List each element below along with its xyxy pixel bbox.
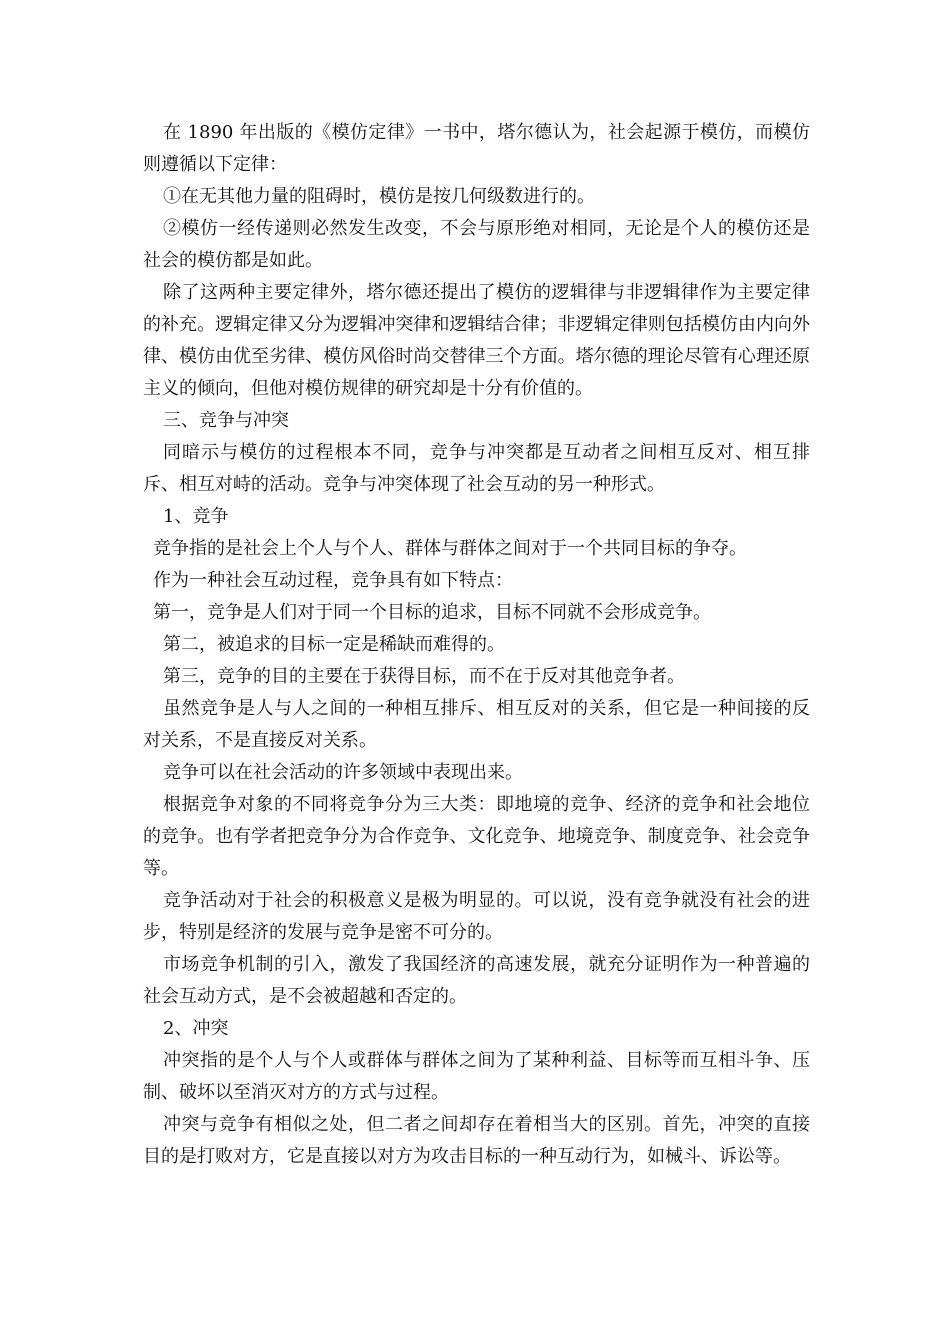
paragraph-market-competition: 市场竞争机制的引入，激发了我国经济的高速发展，就充分证明作为一种普遍的社会互动方式，是不会被超越和否定的。 bbox=[143, 954, 810, 1007]
paragraph-competition-types: 根据竞争对象的不同将竞争分为三大类：即地境的竞争、经济的竞争和社会地位的竞争。也有学者把竞争分为合作竞争、文化竞争、地境竞争、制度竞争、社会竞争等。 bbox=[143, 794, 810, 879]
paragraph-feature-three: 第三，竞争的目的主要在于获得目标，而不在于反对其他竞争者。 bbox=[163, 666, 685, 687]
paragraph-feature-two: 第二，被追求的目标一定是稀缺而难得的。 bbox=[163, 634, 505, 655]
subheading-conflict: 2、冲突 bbox=[163, 1018, 229, 1039]
section-heading-competition-conflict: 三、竞争与冲突 bbox=[163, 410, 289, 431]
paragraph-indirect-opposition: 虽然竞争是人与人之间的一种相互排斥、相互反对的关系，但它是一种间接的反对关系，不是直接反对关系。 bbox=[143, 698, 810, 751]
paragraph-law-one: ①在无其他力量的阻碍时，模仿是按几何级数进行的。 bbox=[163, 186, 595, 207]
paragraph-logical-laws: 除了这两种主要定律外，塔尔德还提出了模仿的逻辑律与非逻辑律作为主要定律的补充。逻辑定律又分为逻辑冲突律和逻辑结合律；非逻辑定律则包括模仿由内向外律、模仿由优至劣律、模仿风俗时尚交替律三个方面。塔尔德的理论尽管有心理还原主义的倾向，但他对模仿规律的研究却是十分有价值的。 bbox=[143, 282, 810, 399]
paragraph-competition-domains: 竞争可以在社会活动的许多领域中表现出来。 bbox=[163, 762, 523, 783]
document-body bbox=[143, 117, 810, 1173]
paragraph-competition-conflict-intro: 同暗示与模仿的过程根本不同，竞争与冲突都是互动者之间相互反对、相互排斥、相互对峙的活动。竞争与冲突体现了社会互动的另一种形式。 bbox=[143, 442, 810, 495]
paragraph-competition-features-intro: 作为一种社会互动过程，竞争具有如下特点： bbox=[153, 570, 513, 591]
paragraph-imitation-law-intro: 在 1890 年出版的《模仿定律》一书中，塔尔德认为，社会起源于模仿，而模仿则遵循以下定律： bbox=[143, 122, 810, 175]
paragraph-competition-significance: 竞争活动对于社会的积极意义是极为明显的。可以说，没有竞争就没有社会的进步，特别是经济的发展与竞争是密不可分的。 bbox=[143, 890, 810, 943]
paragraph-competition-definition: 竞争指的是社会上个人与个人、群体与群体之间对于一个共同目标的争夺。 bbox=[153, 538, 747, 559]
paragraph-conflict-definition: 冲突指的是个人与个人或群体与群体之间为了某种利益、目标等而互相斗争、压制、破坏以至消灭对方的方式与过程。 bbox=[143, 1050, 810, 1103]
paragraph-law-two: ②模仿一经传递则必然发生改变，不会与原形绝对相同，无论是个人的模仿还是社会的模仿都是如此。 bbox=[143, 218, 810, 271]
paragraph-feature-one: 第一，竞争是人们对于同一个目标的追求，目标不同就不会形成竞争。 bbox=[153, 602, 711, 623]
subheading-competition: 1、竞争 bbox=[163, 506, 229, 527]
paragraph-conflict-vs-competition: 冲突与竞争有相似之处，但二者之间却存在着相当大的区别。首先，冲突的直接目的是打败对方，它是直接以对方为攻击目标的一种互动行为，如械斗、诉讼等。 bbox=[143, 1114, 810, 1167]
